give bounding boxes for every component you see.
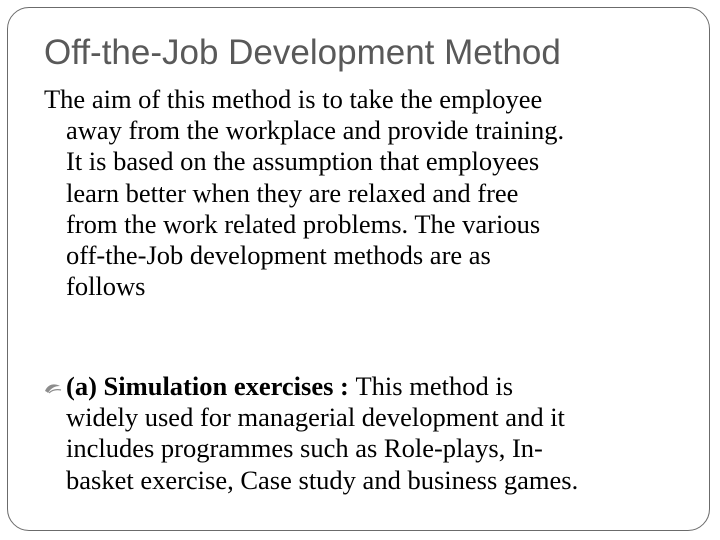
bullet-first-line xyxy=(44,371,704,402)
bullet-first-line-text: This method is xyxy=(355,371,514,401)
intro-line: The aim of this method is to take the employee xyxy=(44,84,543,114)
bullet-item-simulation xyxy=(44,371,704,496)
bullet-swirl-icon xyxy=(44,382,66,396)
intro-line: from the work related problems. The various xyxy=(66,208,541,239)
bullet-line: basket exercise, Case study and business games. xyxy=(66,464,579,495)
intro-line: follows xyxy=(66,271,146,302)
intro-paragraph xyxy=(44,84,694,302)
bullet-term: (a) Simulation exercises : xyxy=(66,371,356,401)
intro-line: It is based on the assumption that employees xyxy=(66,146,540,177)
slide-title: Off-the-Job Development Method xyxy=(44,33,561,72)
intro-line: off-the-Job development methods are as xyxy=(66,240,491,271)
bullet-line: includes programmes such as Role-plays, In- xyxy=(66,433,543,464)
intro-line: away from the workplace and provide training. xyxy=(66,115,565,146)
bullet-line: widely used for managerial development and it xyxy=(66,402,565,433)
intro-line: learn better when they are relaxed and free xyxy=(66,177,519,208)
